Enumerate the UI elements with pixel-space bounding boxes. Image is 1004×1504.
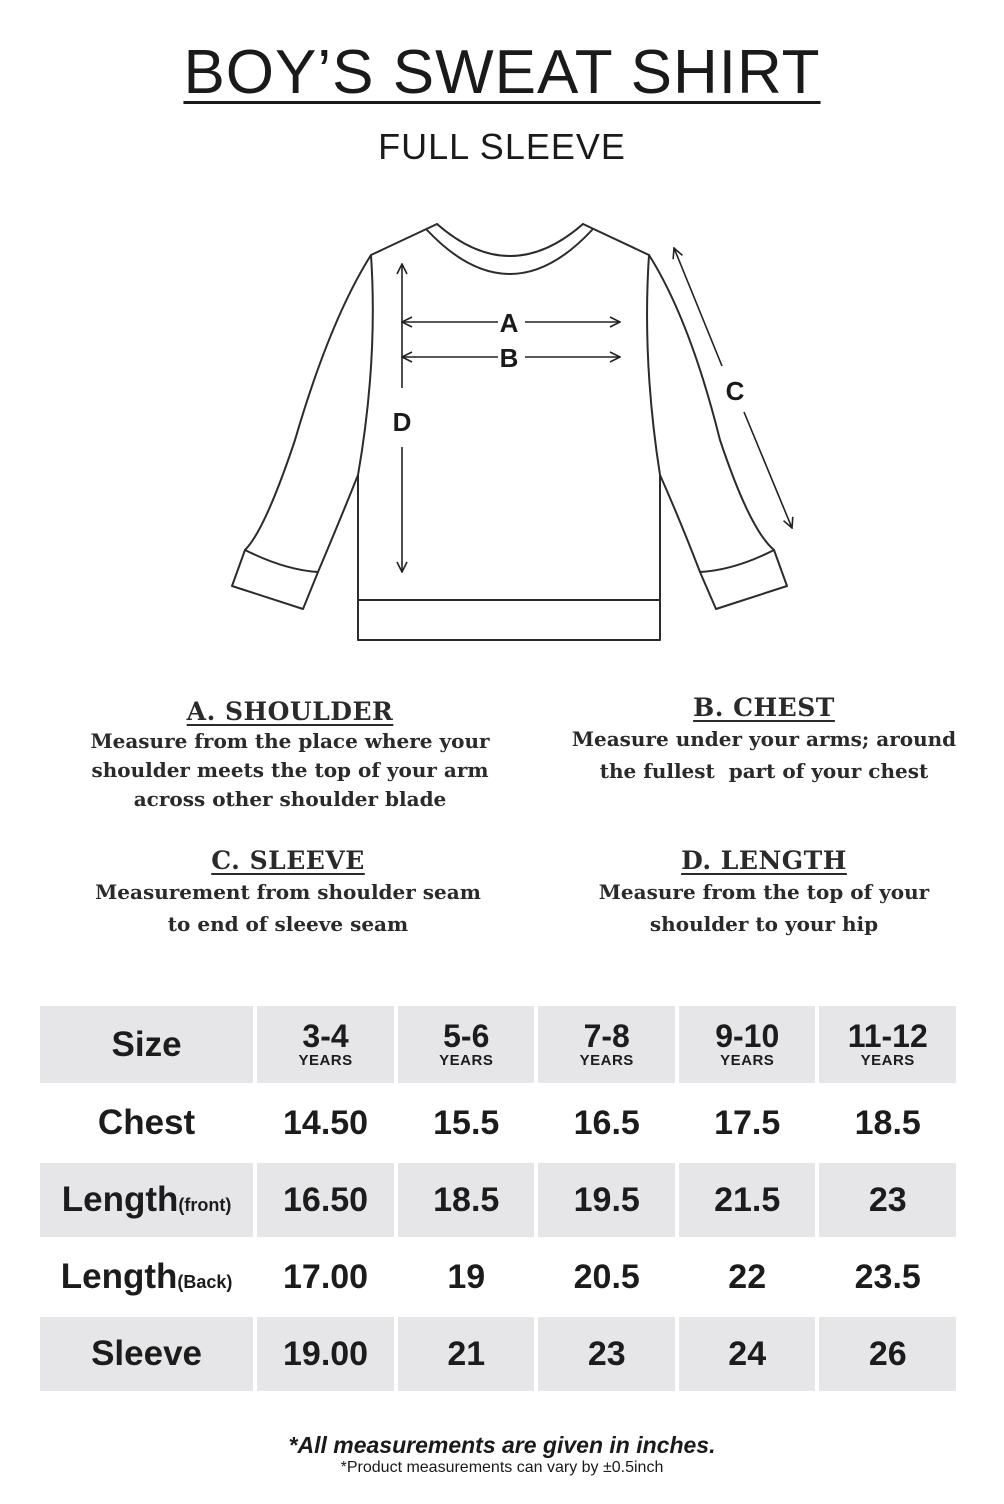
table-cell: 21	[398, 1314, 534, 1391]
row-label-length-front: Length(front)	[40, 1160, 253, 1237]
table-cell: 20.5	[538, 1237, 674, 1314]
table-cell: 16.5	[538, 1083, 674, 1160]
table-row	[40, 1237, 956, 1314]
sleeve-heading: C. SLEEVE	[211, 846, 365, 875]
table-row	[40, 1160, 956, 1237]
neck-rib-inner	[437, 224, 583, 256]
table-cell: 23	[819, 1160, 956, 1237]
length-line: shoulder to your hip	[649, 912, 879, 936]
sleeve-line: to end of sleeve seam	[167, 912, 409, 936]
size-header: Size	[40, 1006, 253, 1083]
table-cell: 22	[679, 1237, 815, 1314]
table-header-row	[40, 1006, 956, 1083]
label-c: C	[725, 376, 745, 406]
table-cell: 17.5	[679, 1083, 815, 1160]
label-b: B	[499, 343, 519, 373]
table-cell: 19.00	[257, 1314, 394, 1391]
table-cell: 18.5	[819, 1083, 956, 1160]
chest-heading: B. CHEST	[693, 693, 835, 722]
shoulder-line: Measure from the place where your	[90, 729, 490, 753]
chest-description	[544, 693, 984, 787]
shirt-body-outline	[232, 224, 787, 609]
size-column-header: 3-4 YEARS	[257, 1006, 394, 1083]
row-label-length-back: Length(Back)	[40, 1237, 253, 1314]
sweatshirt-diagram	[0, 200, 1004, 660]
table-row	[40, 1314, 956, 1391]
table-cell: 24	[679, 1314, 815, 1391]
size-column-header: 11-12 YEARS	[819, 1006, 956, 1083]
size-column-header: 9-10 YEARS	[679, 1006, 815, 1083]
size-chart-table	[36, 1006, 960, 1391]
table-cell: 19	[398, 1237, 534, 1314]
length-heading: D. LENGTH	[681, 846, 847, 875]
page-title: BOY’S SWEAT SHIRT	[183, 38, 821, 107]
table-cell: 17.00	[257, 1237, 394, 1314]
length-description	[544, 846, 984, 940]
row-label-chest: Chest	[40, 1083, 253, 1160]
shoulder-description	[70, 697, 510, 814]
table-cell: 14.50	[257, 1083, 394, 1160]
length-line: Measure from the top of your	[598, 880, 930, 904]
shoulder-line: across other shoulder blade	[133, 787, 447, 811]
table-cell: 19.5	[538, 1160, 674, 1237]
table-cell: 26	[819, 1314, 956, 1391]
page-subtitle: FULL SLEEVE	[378, 126, 626, 167]
arrow-c-up	[674, 248, 722, 366]
label-a: A	[499, 308, 519, 338]
arrow-c-down	[744, 412, 792, 528]
tolerance-note: *Product measurements can vary by ±0.5inch	[340, 1459, 664, 1476]
table-cell: 15.5	[398, 1083, 534, 1160]
table-row	[40, 1083, 956, 1160]
shoulder-line: shoulder meets the top of your arm	[91, 758, 489, 782]
sleeve-description	[68, 846, 508, 940]
chest-line: the fullest part of your chest	[599, 759, 929, 783]
shoulder-heading: A. SHOULDER	[186, 697, 394, 726]
sleeve-line: Measurement from shoulder seam	[95, 880, 481, 904]
measurement-unit-note: *All measurements are given in inches.	[288, 1432, 716, 1458]
size-column-header: 7-8 YEARS	[538, 1006, 674, 1083]
chest-line: Measure under your arms; around	[571, 727, 957, 751]
table-cell: 21.5	[679, 1160, 815, 1237]
row-label-sleeve: Sleeve	[40, 1314, 253, 1391]
table-cell: 23.5	[819, 1237, 956, 1314]
table-cell: 18.5	[398, 1160, 534, 1237]
table-cell: 23	[538, 1314, 674, 1391]
table-cell: 16.50	[257, 1160, 394, 1237]
label-d: D	[392, 407, 412, 437]
size-column-header: 5-6 YEARS	[398, 1006, 534, 1083]
